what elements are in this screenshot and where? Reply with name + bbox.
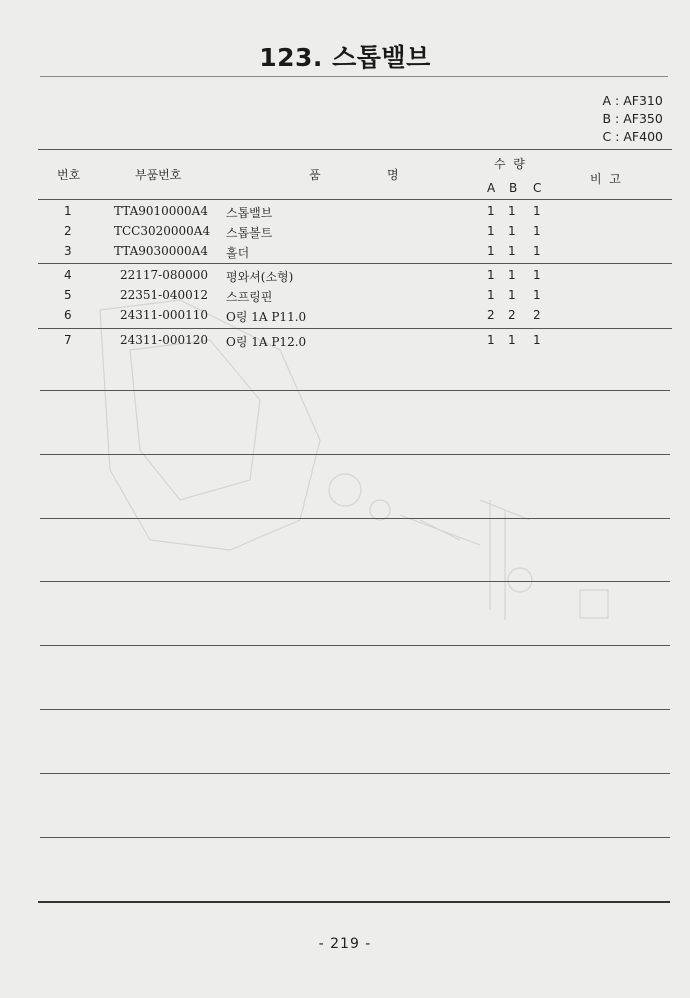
row-no: 2	[64, 224, 72, 238]
page-number: - 219 -	[318, 936, 372, 952]
model-legend	[603, 92, 664, 146]
header-qty-a: A	[487, 181, 496, 195]
row-no: 4	[64, 268, 72, 282]
row-qty-c: 1	[533, 244, 541, 258]
header-remark: 비 고	[590, 172, 621, 186]
header-qty-c: C	[533, 181, 542, 195]
row-no: 1	[64, 204, 72, 218]
header-qty: 수 량	[494, 157, 525, 171]
row-qty-a: 1	[487, 268, 495, 282]
table-row	[0, 333, 690, 353]
empty-row-rule	[40, 837, 670, 838]
row-part-no: TCC3020000A4	[114, 224, 211, 238]
row-qty-c: 1	[533, 224, 541, 238]
table-row	[0, 224, 690, 244]
row-no: 5	[64, 288, 72, 302]
table-row	[0, 204, 690, 224]
row-qty-a: 2	[487, 308, 495, 322]
legend-item-b: B : AF350	[602, 111, 663, 126]
page-title: 123. 스톱밸브	[259, 43, 431, 72]
row-qty-b: 2	[508, 308, 516, 322]
row-qty-b: 1	[508, 333, 516, 347]
row-name: 스톱볼트	[226, 226, 273, 240]
row-qty-c: 1	[533, 268, 541, 282]
row-name: 평와셔(소형)	[226, 270, 294, 284]
row-qty-a: 1	[487, 244, 495, 258]
header-name-2: 명	[387, 168, 399, 182]
table-bottom-rule	[38, 901, 670, 903]
row-qty-b: 1	[508, 244, 516, 258]
row-qty-a: 1	[487, 224, 495, 238]
row-qty-c: 1	[533, 204, 541, 218]
row-name: 스톱밸브	[226, 206, 273, 220]
header-qty-b: B	[509, 181, 518, 195]
table-row	[0, 244, 690, 264]
empty-row-rule	[40, 773, 670, 774]
row-qty-c: 1	[533, 288, 541, 302]
title-rule	[40, 76, 668, 77]
table-row	[0, 288, 690, 308]
header-part-no: 부품번호	[135, 168, 182, 182]
legend-item-a: A : AF310	[602, 93, 663, 108]
row-part-no: TTA9010000A4	[114, 204, 208, 218]
row-name: O링 1A P12.0	[226, 335, 307, 349]
row-name: O링 1A P11.0	[226, 310, 307, 324]
row-qty-a: 1	[487, 288, 495, 302]
row-qty-b: 1	[508, 268, 516, 282]
header-no: 번호	[57, 168, 81, 182]
group-rule	[38, 263, 672, 264]
table-row	[0, 268, 690, 288]
empty-row-rule	[40, 390, 670, 391]
table-row	[0, 308, 690, 328]
row-qty-c: 1	[533, 333, 541, 347]
row-part-no: TTA9030000A4	[114, 244, 208, 258]
empty-row-rule	[40, 709, 670, 710]
row-qty-b: 1	[508, 204, 516, 218]
row-qty-b: 1	[508, 288, 516, 302]
row-name: 스프링핀	[226, 290, 273, 304]
row-qty-b: 1	[508, 224, 516, 238]
row-part-no: 24311-000120	[120, 333, 209, 347]
row-qty-a: 1	[487, 333, 495, 347]
header-name-1: 품	[309, 168, 321, 182]
row-part-no: 22351-040012	[120, 288, 209, 302]
row-no: 3	[64, 244, 72, 258]
row-part-no: 24311-000110	[120, 308, 209, 322]
table-top-rule	[38, 149, 672, 150]
empty-row-rule	[40, 581, 670, 582]
header-bottom-rule	[38, 199, 672, 200]
group-rule	[38, 328, 672, 329]
row-no: 7	[64, 333, 72, 347]
legend-item-c: C : AF400	[602, 129, 663, 144]
empty-row-rule	[40, 645, 670, 646]
row-qty-a: 1	[487, 204, 495, 218]
row-no: 6	[64, 308, 72, 322]
row-name: 홀더	[226, 246, 250, 260]
empty-row-rule	[40, 454, 670, 455]
row-part-no: 22117-080000	[120, 268, 209, 282]
row-qty-c: 2	[533, 308, 541, 322]
empty-row-rule	[40, 518, 670, 519]
